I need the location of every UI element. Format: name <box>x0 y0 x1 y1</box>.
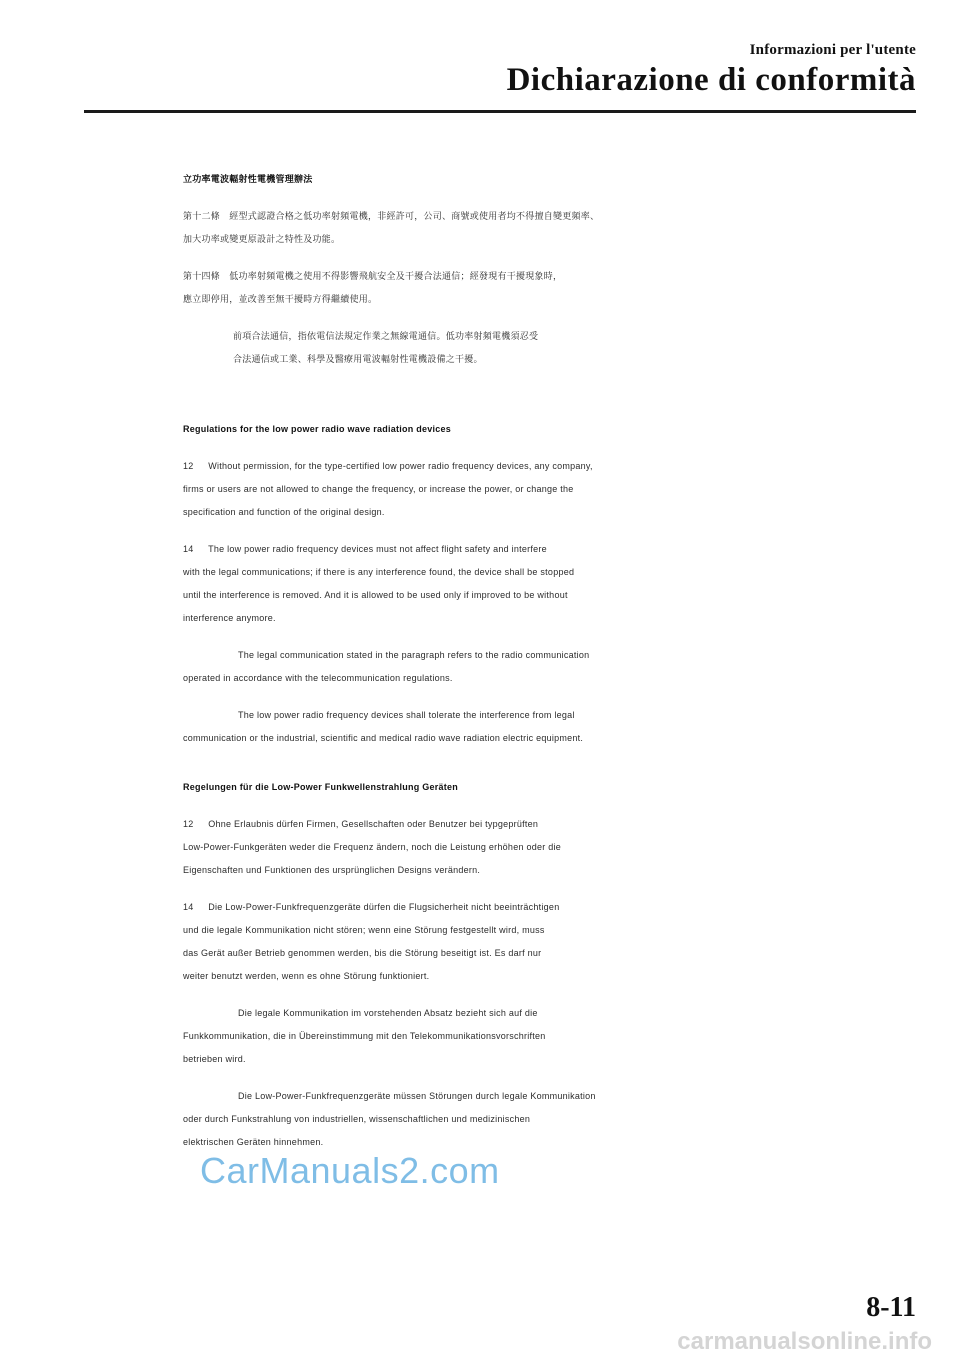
paragraph-line: und die legale Kommunikation nicht stören; wenn eine Störung festgestellt wird, muss <box>183 925 545 935</box>
paragraph-line: operated in accordance with the telecommunication regulations. <box>183 673 453 683</box>
regulation-block-english <box>183 418 813 750</box>
paragraph-line: weiter benutzt werden, wenn es ohne Störung funktioniert. <box>183 971 430 981</box>
paragraph-line: Eigenschaften und Funktionen des ursprünglichen Designs verändern. <box>183 865 481 875</box>
paragraph-line: The low power radio frequency devices shall tolerate the interference from legal <box>238 710 575 720</box>
paragraph-line: interference anymore. <box>183 613 276 623</box>
paragraph-line: 14 The low power radio frequency devices must not affect flight safety and interfere <box>183 544 547 554</box>
paragraph-line: firms or users are not allowed to change the frequency, or increase the power, or change the <box>183 484 574 494</box>
paragraph-line: betrieben wird. <box>183 1054 246 1064</box>
regulation-block-german <box>183 776 813 1154</box>
page-number: 8-11 <box>866 1292 916 1323</box>
paragraph-line: 12 Ohne Erlaubnis dürfen Firmen, Gesellschaften oder Benutzer bei typgeprüften <box>183 819 539 829</box>
paragraph-line: Low-Power-Funkgeräten weder die Frequenz ändern, noch die Leistung erhöhen oder die <box>183 842 561 852</box>
site-watermark: carmanualsonline.info <box>677 1328 932 1355</box>
paragraph-line: Die Low-Power-Funkfrequenzgeräte müssen Störungen durch legale Kommunikation <box>238 1091 596 1101</box>
paragraph-line: oder durch Funkstrahlung von industriellen, wissenschaftlichen und medizinischen <box>183 1114 531 1124</box>
paragraph-line: 第十二條 經型式認證合格之低功率射頻電機，非經許可，公司、商號或使用者均不得擅自變更頻率、 <box>183 211 600 221</box>
watermark-logo: CarManuals2.com <box>200 1150 500 1191</box>
paragraph-line: 合法通信或工業、科學及醫療用電波輻射性電機設備之干擾。 <box>233 354 483 364</box>
paragraph-line: Die legale Kommunikation im vorstehenden Absatz bezieht sich auf die <box>238 1008 538 1018</box>
paragraph-line: elektrischen Geräten hinnehmen. <box>183 1137 324 1147</box>
paragraph-line: communication or the industrial, scientific and medical radio wave radiation electric equipment. <box>183 733 584 743</box>
paragraph-line: until the interference is removed. And it is allowed to be used only if improved to be without <box>183 590 568 600</box>
english-heading: Regulations for the low power radio wave radiation devices <box>183 424 452 434</box>
section-label: Informazioni per l'utente <box>749 42 916 58</box>
paragraph-line: 加大功率或變更原設計之特性及功能。 <box>183 234 341 244</box>
paragraph-line: 第十四條 低功率射頻電機之使用不得影響飛航安全及干擾合法通信；經發現有干擾現象時， <box>183 271 563 281</box>
regulation-block-cjk <box>183 168 813 371</box>
header-rule <box>84 110 916 113</box>
cjk-heading: 立功率電波輻射性電機管理辦法 <box>183 174 313 184</box>
paragraph-line: 14 Die Low-Power-Funkfrequenzgeräte dürfen die Flugsicherheit nicht beeinträchtigen <box>183 902 560 912</box>
paragraph-line: The legal communication stated in the paragraph refers to the radio communication <box>238 650 590 660</box>
paragraph-line: das Gerät außer Betrieb genommen werden, bis die Störung beseitigt ist. Es darf nur <box>183 948 542 958</box>
paragraph-line: with the legal communications; if there is any interference found, the device shall be stopped <box>183 567 575 577</box>
paragraph-line: specification and function of the original design. <box>183 507 385 517</box>
paragraph-line: Funkkommunikation, die in Übereinstimmung mit den Telekommunikationsvorschriften <box>183 1031 546 1041</box>
paragraph-line: 應立即停用，並改善至無干擾時方得繼續使用。 <box>183 294 378 304</box>
paragraph-line: 前項合法通信，指依電信法規定作業之無線電通信。低功率射頻電機須忍受 <box>233 331 539 341</box>
paragraph-line: 12 Without permission, for the type-certified low power radio frequency devices, any company, <box>183 461 593 471</box>
german-heading: Regelungen für die Low-Power Funkwellenstrahlung Geräten <box>183 782 459 792</box>
page-title: Dichiarazione di conformità <box>506 62 916 98</box>
